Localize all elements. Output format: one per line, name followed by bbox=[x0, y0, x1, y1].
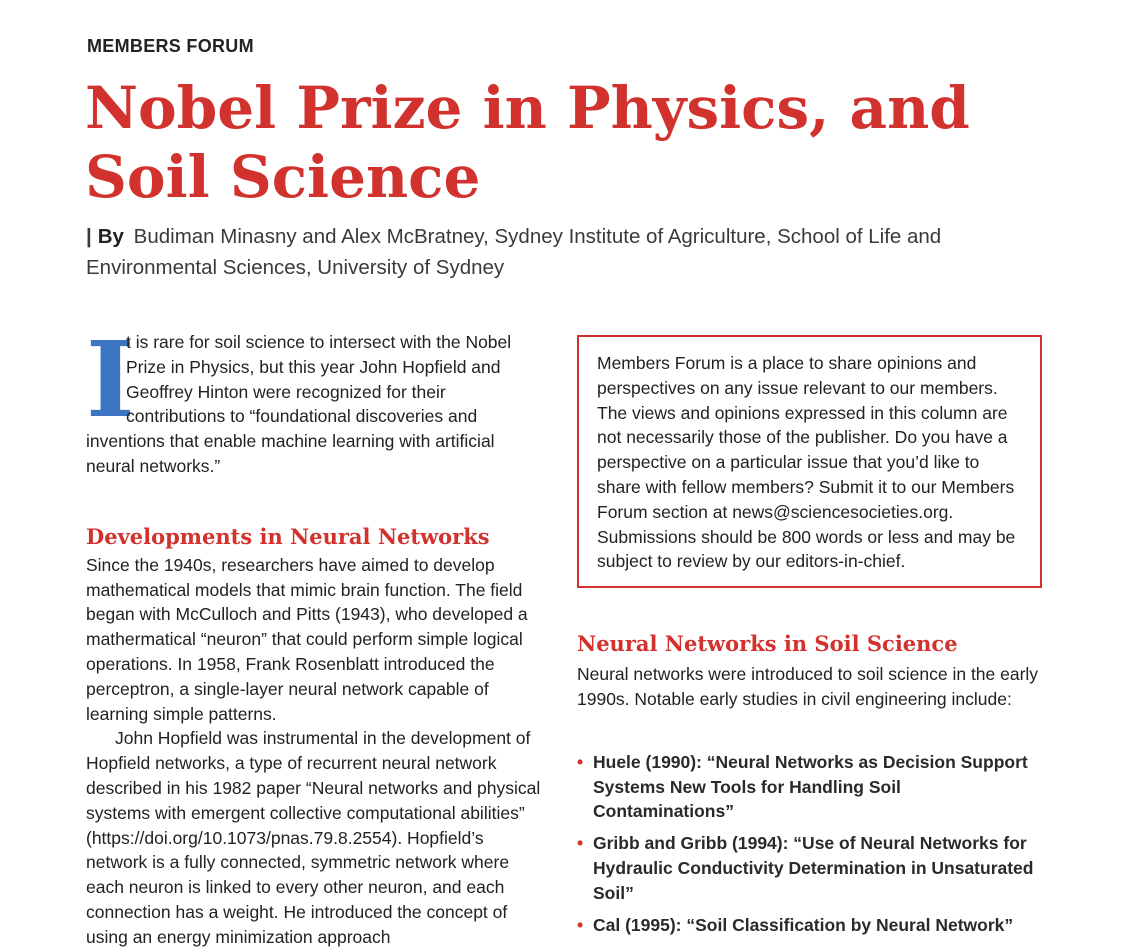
developments-paragraph-1: Since the 1940s, researchers have aimed to develop mathematical models that mimic brain function. The field began with McCulloch and Pitts (1943), who developed a mathermatical “neuron” that could perform simple logical operations. In 1958, Frank Rosenblatt introduced the perceptron, a single-layer neural network capable of learning simple patterns. bbox=[86, 554, 528, 724]
section-kicker: MEMBERS FORUM bbox=[87, 36, 254, 56]
byline bbox=[86, 221, 986, 283]
bullet-icon: • bbox=[577, 751, 584, 772]
byline-bar: | bbox=[86, 225, 92, 248]
list-item bbox=[577, 750, 1042, 824]
article-title: Nobel Prize in Physics, and Soil Science bbox=[85, 74, 970, 211]
list-item bbox=[577, 831, 1042, 905]
intro-paragraph bbox=[86, 318, 546, 479]
reference-text: Gribb and Gribb (1994): “Use of Neural Networks for Hydraulic Conductivity Determination in Unsaturated Soil” bbox=[593, 833, 1034, 903]
callout-text: Members Forum is a place to share opinions and perspectives on any issue relevant to our members. The views and opinions expressed in this column are not necessarily those of the publisher. Do you have a perspective on a particular issue that you’d like to share with fellow members? Submit it to our Members Forum section at news@sciencesocieties.org. Submissions should be 800 words or less and may be subject to review by our editors-in-chief. bbox=[597, 353, 1016, 572]
byline-by-label: By bbox=[97, 225, 124, 248]
intro-text: t is rare for soil science to intersect with the Nobel Prize in Physics, but this year John Hopfield and Geoffrey Hinton were recognized for their contributions to “foundational discoveries and inventions that enable machine learning with artificial neural networks.” bbox=[86, 332, 512, 476]
bullet-icon: • bbox=[577, 833, 584, 854]
left-column bbox=[86, 318, 546, 950]
byline-authors: Budiman Minasny and Alex McBratney, Sydney Institute of Agriculture, School of Life and Environmental Sciences, University of Sydney bbox=[86, 225, 942, 279]
bullet-icon: • bbox=[577, 914, 584, 935]
soil-science-paragraph: Neural networks were introduced to soil science in the early 1990s. Notable early studies in civil engineering include: bbox=[577, 664, 1039, 709]
list-item bbox=[577, 913, 1042, 938]
reference-text: Cal (1995): “Soil Classification by Neural Network” bbox=[593, 914, 1014, 935]
right-column bbox=[577, 335, 1042, 944]
members-forum-callout-box bbox=[577, 335, 1042, 588]
reference-text: Huele (1990): “Neural Networks as Decision Support Systems New Tools for Handling Soil Contaminations” bbox=[593, 751, 1028, 822]
section-heading-soil-science: Neural Networks in Soil Science bbox=[577, 631, 958, 657]
section-heading-developments: Developments in Neural Networks bbox=[86, 523, 490, 549]
drop-cap: I bbox=[86, 318, 135, 441]
reference-list bbox=[577, 750, 1042, 938]
developments-paragraph-2: John Hopfield was instrumental in the development of Hopfield networks, a type of recurrent neural network described in his 1982 paper “Neural networks and physical systems with emergent collective computational abilities” (https://doi.org/10.1073/pnas.79.8.2554). Hopfield’s network is a fully connected, symmetric network where each neuron is linked to every other neuron, and each connection has a weight. He introduced the concept of using an energy minimization approach bbox=[86, 728, 541, 947]
